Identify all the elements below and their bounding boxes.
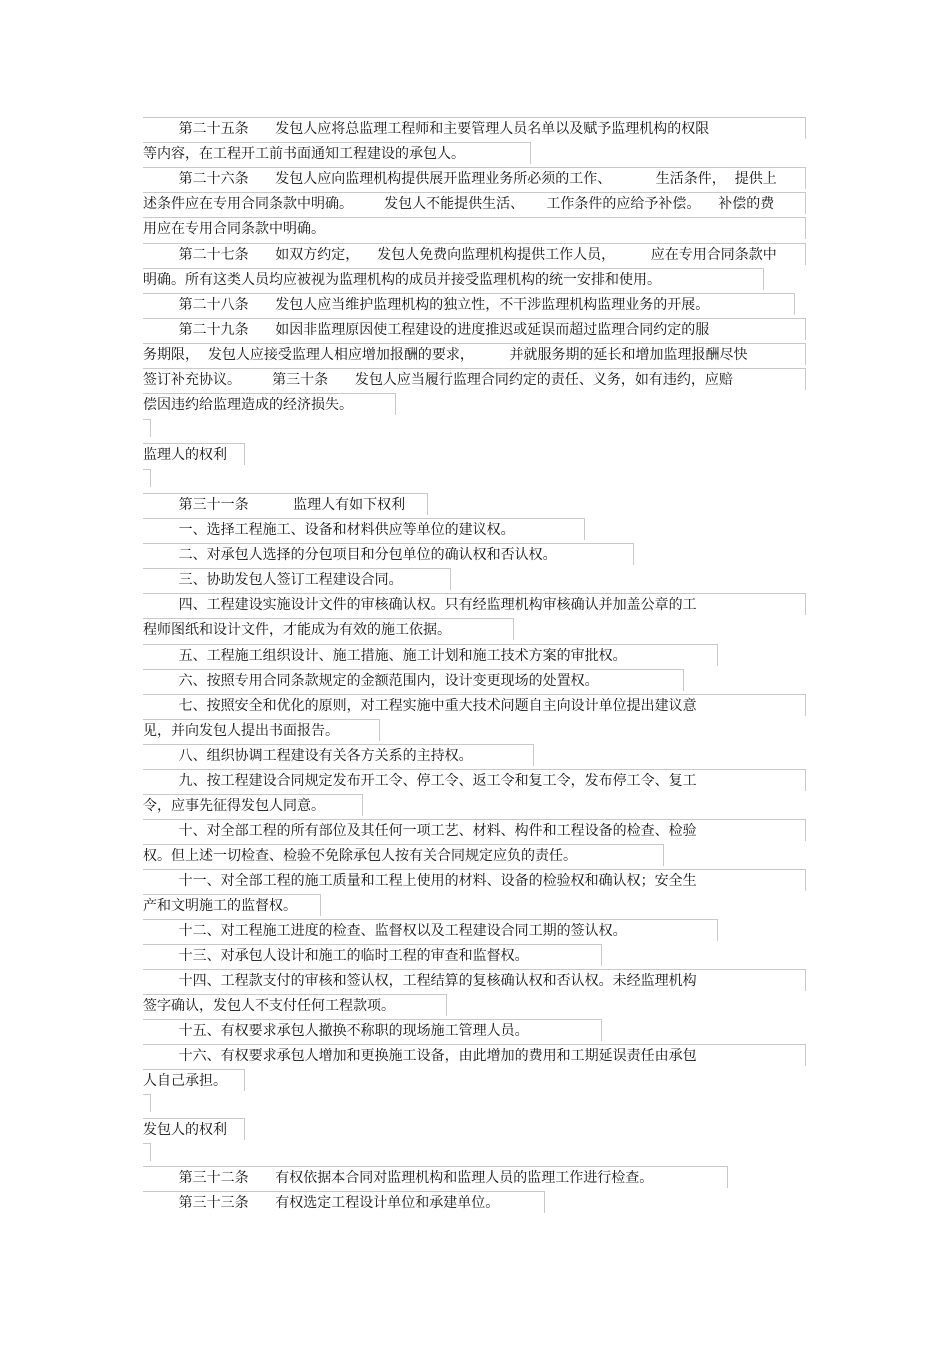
blank-line-marker (143, 469, 151, 487)
text-line: 四、工程建设实施设计文件的审核确认权。只有经监理机构审核确认并加盖公章的工 (143, 593, 806, 615)
section-heading: 监理人的权利 (143, 443, 245, 465)
blank-line-marker (143, 1094, 151, 1112)
text-line: 用应在专用合同条款中明确。 (143, 217, 806, 239)
blank-line-marker (143, 419, 151, 437)
text-line: 令，应事先征得发包人同意。 (143, 794, 363, 816)
text-line: 第二十九条 如因非监理原因使工程建设的进度推迟或延误而超过监理合同约定的服 (143, 318, 806, 340)
text-line: 第三十三条 有权选定工程设计单位和承建单位。 (143, 1191, 545, 1213)
text-line: 程师图纸和设计文件，才能成为有效的施工依据。 (143, 618, 514, 640)
text-line: 十六、有权要求承包人增加和更换施工设备，由此增加的费用和工期延误责任由承包 (143, 1044, 806, 1066)
text-line: 第三十一条 监理人有如下权利 (143, 493, 428, 515)
text-line: 三、协助发包人签订工程建设合同。 (143, 568, 451, 590)
text-line: 二、对承包人选择的分包项目和分包单位的确认权和否认权。 (143, 543, 634, 565)
text-line: 偿因违约给监理造成的经济损失。 (143, 393, 396, 415)
text-line: 八、组织协调工程建设有关各方关系的主持权。 (143, 744, 534, 766)
text-line: 务期限， 发包人应接受监理人相应增加报酬的要求， 并就服务期的延长和增加监理报酬尽快 (143, 343, 806, 365)
text-line: 第二十七条 如双方约定， 发包人免费向监理机构提供工作人员， 应在专用合同条款中 (143, 243, 806, 265)
text-line: 五、工程施工组织设计、施工措施、施工计划和施工技术方案的审批权。 (143, 644, 718, 666)
text-line: 十三、对承包人设计和施工的临时工程的审查和监督权。 (143, 944, 602, 966)
text-line: 十、对全部工程的所有部位及其任何一项工艺、材料、构件和工程设备的检查、检验 (143, 819, 806, 841)
text-line: 人自己承担。 (143, 1069, 245, 1091)
text-line: 九、按工程建设合同规定发布开工令、停工令、返工令和复工令，发布停工令、复工 (143, 769, 806, 791)
text-line: 签订补充协议。 第三十条 发包人应当履行监理合同约定的责任、义务，如有违约，应赔 (143, 368, 806, 390)
text-line: 十二、对工程施工进度的检查、监督权以及工程建设合同工期的签认权。 (143, 919, 718, 941)
text-line: 产和文明施工的监督权。 (143, 894, 321, 916)
text-line: 第二十八条 发包人应当维护监理机构的独立性，不干涉监理机构监理业务的开展。 (143, 293, 795, 315)
blank-line-marker (143, 1143, 151, 1161)
text-line: 六、按照专用合同条款规定的金额范围内，设计变更现场的处置权。 (143, 669, 684, 691)
text-line: 述条件应在专用合同条款中明确。 发包人不能提供生活、 工作条件的应给予补偿。 补偿的费 (143, 192, 806, 214)
text-line: 等内容，在工程开工前书面通知工程建设的承包人。 (143, 142, 531, 164)
text-line: 十五、有权要求承包人撤换不称职的现场施工管理人员。 (143, 1019, 602, 1041)
text-line: 七、按照安全和优化的原则，对工程实施中重大技术问题自主向设计单位提出建议意 (143, 694, 806, 716)
section-heading: 发包人的权利 (143, 1118, 245, 1140)
text-line: 第三十二条 有权依据本合同对监理机构和监理人员的监理工作进行检查。 (143, 1166, 728, 1188)
text-line: 十一、对全部工程的施工质量和工程上使用的材料、设备的检验权和确认权；安全生 (143, 869, 806, 891)
text-line: 第二十六条 发包人应向监理机构提供展开监理业务所必须的工作、 生活条件， 提供上 (143, 167, 806, 189)
text-line: 一、选择工程施工、设备和材料供应等单位的建议权。 (143, 518, 585, 540)
text-line: 明确。所有这类人员均应被视为监理机构的成员并接受监理机构的统一安排和使用。 (143, 268, 764, 290)
text-line: 签字确认，发包人不支付任何工程款项。 (143, 994, 447, 1016)
text-line: 见，并向发包人提出书面报告。 (143, 719, 380, 741)
text-line: 第二十五条 发包人应将总监理工程师和主要管理人员名单以及赋予监理机构的权限 (143, 117, 806, 139)
text-line: 权。但上述一切检查、检验不免除承包人按有关合同规定应负的责任。 (143, 844, 664, 866)
text-line: 十四、工程款支付的审核和签认权，工程结算的复核确认权和否认权。未经监理机构 (143, 969, 806, 991)
